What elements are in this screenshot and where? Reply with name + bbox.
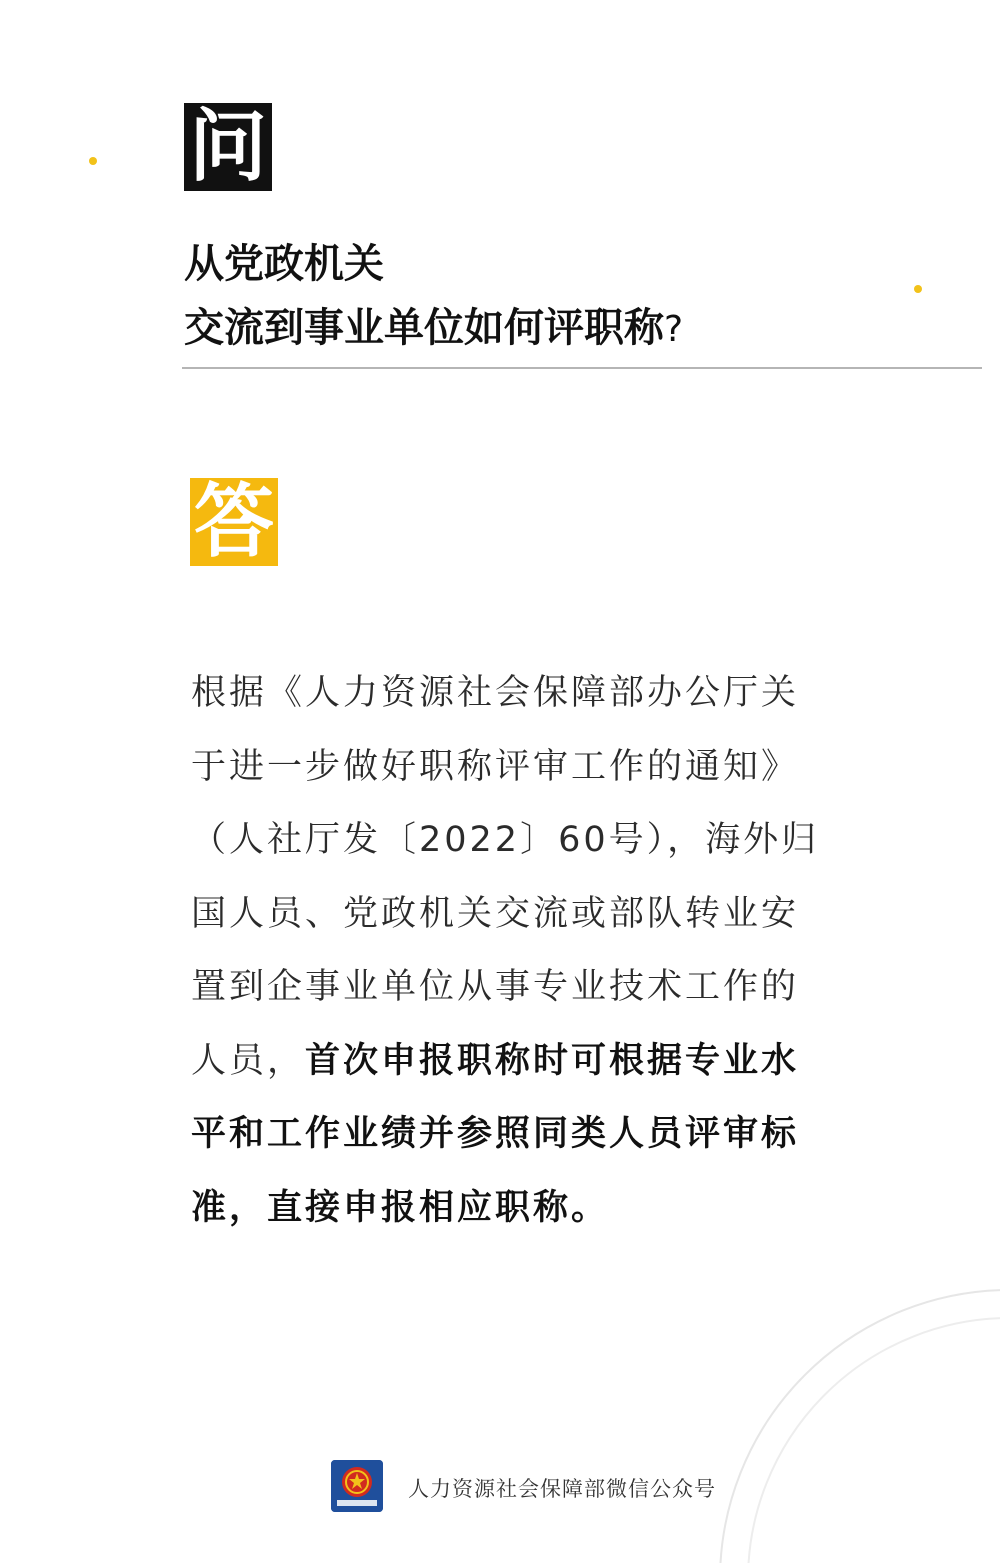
decor-dot-right [914,285,922,293]
question-title-line2 [184,296,904,362]
source-name: 人力资源社会保障部微信公众号 [408,1477,716,1501]
answer-text-bold: 首次申报职称时可根据专业水平和工作业绩并参照同类人员评审标准，直接申报相应职称。 [191,1040,800,1228]
question-badge [184,103,272,191]
question-title-text: 交流到事业单位如何评职称 [184,305,664,351]
question-mark: ? [664,309,684,350]
answer-badge [190,475,278,568]
divider [182,367,982,369]
question-title [184,232,904,362]
decor-dot-left [89,157,97,165]
emblem-logo [331,1460,383,1512]
answer-body [191,657,831,1245]
decor-arcs [700,1280,1000,1563]
question-title-line1: 从党政机关 [184,241,384,287]
national-emblem-icon [331,1460,383,1512]
question-badge-char: 问 [188,102,267,192]
answer-text: 根据《人力资源社会保障部办公厅关于进一步做好职称评审工作的通知》（人社厅发〔2022〕60号），海外归国人员、党政机关交流或部队转业安置到企事业单位从事专业技术工作的人员， [191,673,820,1081]
answer-badge-char: 答 [194,475,274,568]
